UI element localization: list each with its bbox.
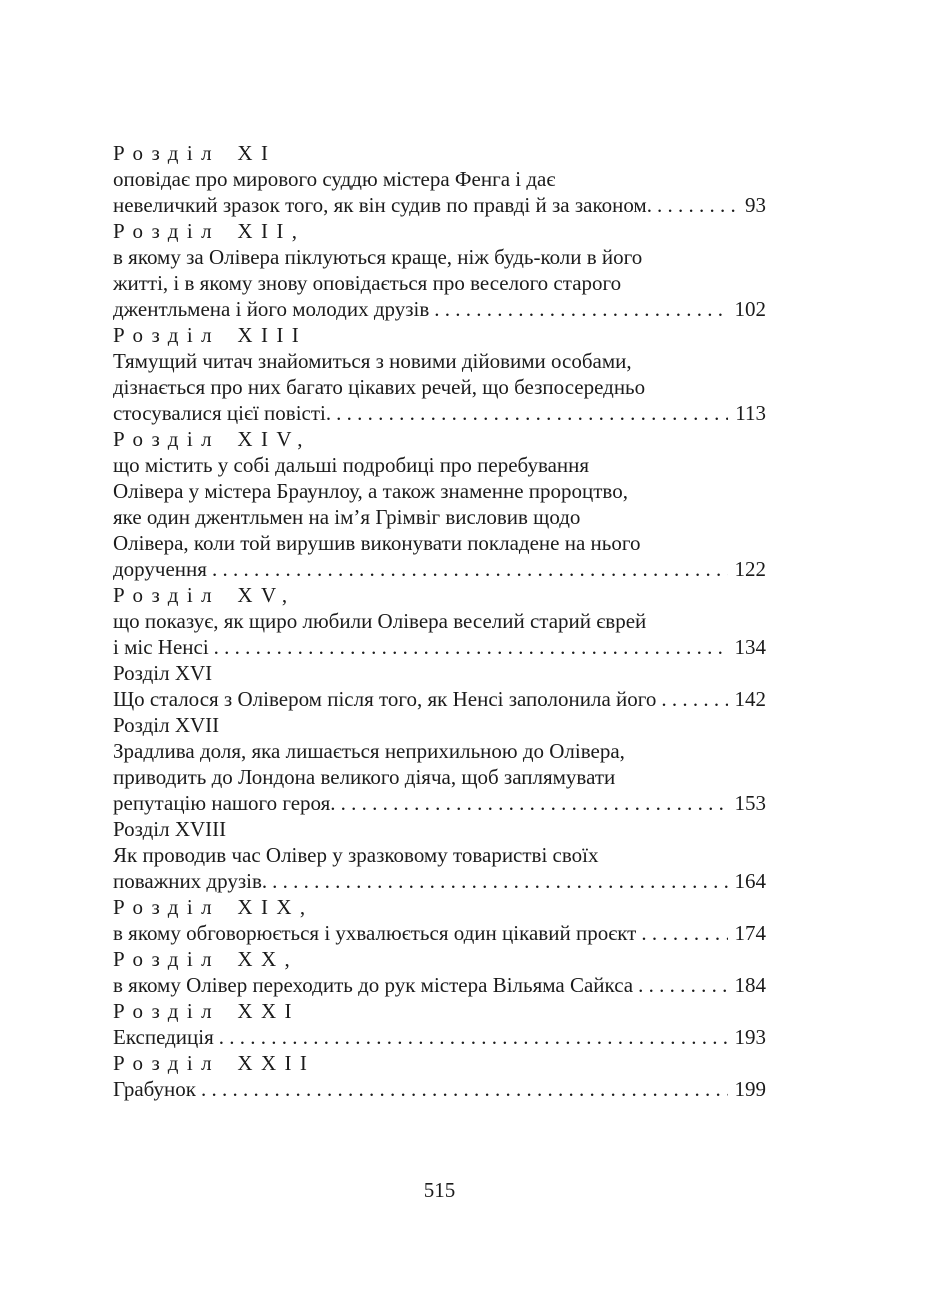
chapter-heading: Розділ XVII [113,713,220,737]
chapter-page-number: 102 [734,297,766,321]
chapter-page-number: 174 [734,921,766,945]
dot-leader [212,556,728,582]
chapter-description-line: оповідає про мирового суддю містера Фенга і дає [113,167,556,191]
chapter-page-number: 93 [745,193,766,217]
toc-entry [113,660,766,712]
chapter-description-last-line: стосувалися цієї повісті. [113,401,332,425]
chapter-toc-line [113,868,766,894]
chapter-heading: Розділ XIV, [113,427,311,451]
toc-entry [113,582,766,660]
chapter-description-line: в якому за Олівера піклуються краще, ніж будь-коли в його [113,245,643,269]
dot-leader [657,192,738,218]
dot-leader [434,296,727,322]
chapter-description-line: Олівера, коли той вирушив виконувати покладене на нього [113,531,641,555]
chapter-description-last-line: невеличкий зразок того, як він судив по правді й за законом. [113,193,652,217]
chapter-description-last-line: Грабунок [113,1077,196,1101]
toc-entry [113,1050,766,1102]
chapter-toc-line [113,296,766,322]
chapter-description-last-line: Що сталося з Олівером після того, як Ненсі заполонила його [113,687,657,711]
chapter-page-number: 142 [734,687,766,711]
chapter-heading: Розділ XIX, [113,895,314,919]
chapter-description-line: Олівера у містера Браунлоу, а також знаменне пророцтво, [113,479,628,503]
chapter-description-line: що показує, як щиро любили Олівера веселий старий єврей [113,609,647,633]
chapter-description-line: яке один джентльмен на ім’я Грімвіг висловив щодо [113,505,581,529]
chapter-toc-line [113,790,766,816]
chapter-description-last-line: в якому обговорюється і ухвалюється один цікавий проєкт [113,921,637,945]
dot-leader [219,1024,728,1050]
chapter-description-line: приводить до Лондона великого діяча, щоб заплямувати [113,765,616,789]
table-of-contents [113,140,766,1102]
chapter-description-line: житті, і в якому знову оповідається про веселого старого [113,271,622,295]
chapter-heading: Розділ XV, [113,583,296,607]
chapter-description-line: Як проводив час Олівер у зразковому товаристві своїх [113,843,599,867]
chapter-heading: Розділ XII, [113,219,306,243]
chapter-description-last-line: поважних друзів. [113,869,268,893]
chapter-toc-line [113,972,766,998]
chapter-toc-line [113,400,766,426]
dot-leader [272,868,727,894]
chapter-page-number: 134 [734,635,766,659]
chapter-heading: Розділ XX, [113,947,299,971]
chapter-page-number: 164 [734,869,766,893]
toc-entry [113,140,766,218]
chapter-toc-line [113,1024,766,1050]
chapter-toc-line [113,686,766,712]
chapter-description-line: Зрадлива доля, яка лишається неприхильною до Олівера, [113,739,625,763]
toc-entry [113,218,766,322]
chapter-page-number: 122 [734,557,766,581]
chapter-page-number: 113 [735,401,766,425]
chapter-description-line: що містить у собі дальші подробиці про перебування [113,453,590,477]
chapter-toc-line [113,1076,766,1102]
chapter-heading: Розділ XVI [113,661,213,685]
chapter-toc-line [113,192,766,218]
dot-leader [341,790,728,816]
dot-leader [201,1076,728,1102]
toc-entry [113,816,766,894]
chapter-description-last-line: джентльмена і його молодих друзів [113,297,430,321]
chapter-description-last-line: доручення [113,557,207,581]
dot-leader [661,686,727,712]
dot-leader [638,972,727,998]
dot-leader [336,400,728,426]
toc-entry [113,322,766,426]
toc-entry [113,894,766,946]
chapter-heading: Розділ XI [113,141,277,165]
chapter-page-number: 193 [734,1025,766,1049]
dot-leader [214,634,728,660]
chapter-description-last-line: Експедиція [113,1025,214,1049]
toc-entry [113,712,766,816]
chapter-toc-line [113,556,766,582]
chapter-description-line: дізнається про них багато цікавих речей, що безпосередньо [113,375,646,399]
chapter-description-last-line: і міс Ненсі [113,635,209,659]
chapter-description-line: Тямущий читач знайомиться з новими дійовими особами, [113,349,632,373]
chapter-toc-line [113,920,766,946]
chapter-description-last-line: репутацію нашого героя. [113,791,336,815]
chapter-toc-line [113,634,766,660]
dot-leader [641,920,727,946]
chapter-description-last-line: в якому Олівер переходить до рук містера Вільяма Сайкса [113,973,634,997]
chapter-page-number: 184 [734,973,766,997]
chapter-page-number: 199 [734,1077,766,1101]
toc-entry [113,946,766,998]
chapter-heading: Розділ XVIII [113,817,227,841]
chapter-heading: Розділ XIII [113,323,308,347]
chapter-page-number: 153 [734,791,766,815]
toc-entry [113,426,766,582]
toc-entry [113,998,766,1050]
chapter-heading: Розділ XXII [113,1051,316,1075]
folio-page-number: 515 [423,1178,456,1202]
chapter-heading: Розділ XXI [113,999,300,1023]
